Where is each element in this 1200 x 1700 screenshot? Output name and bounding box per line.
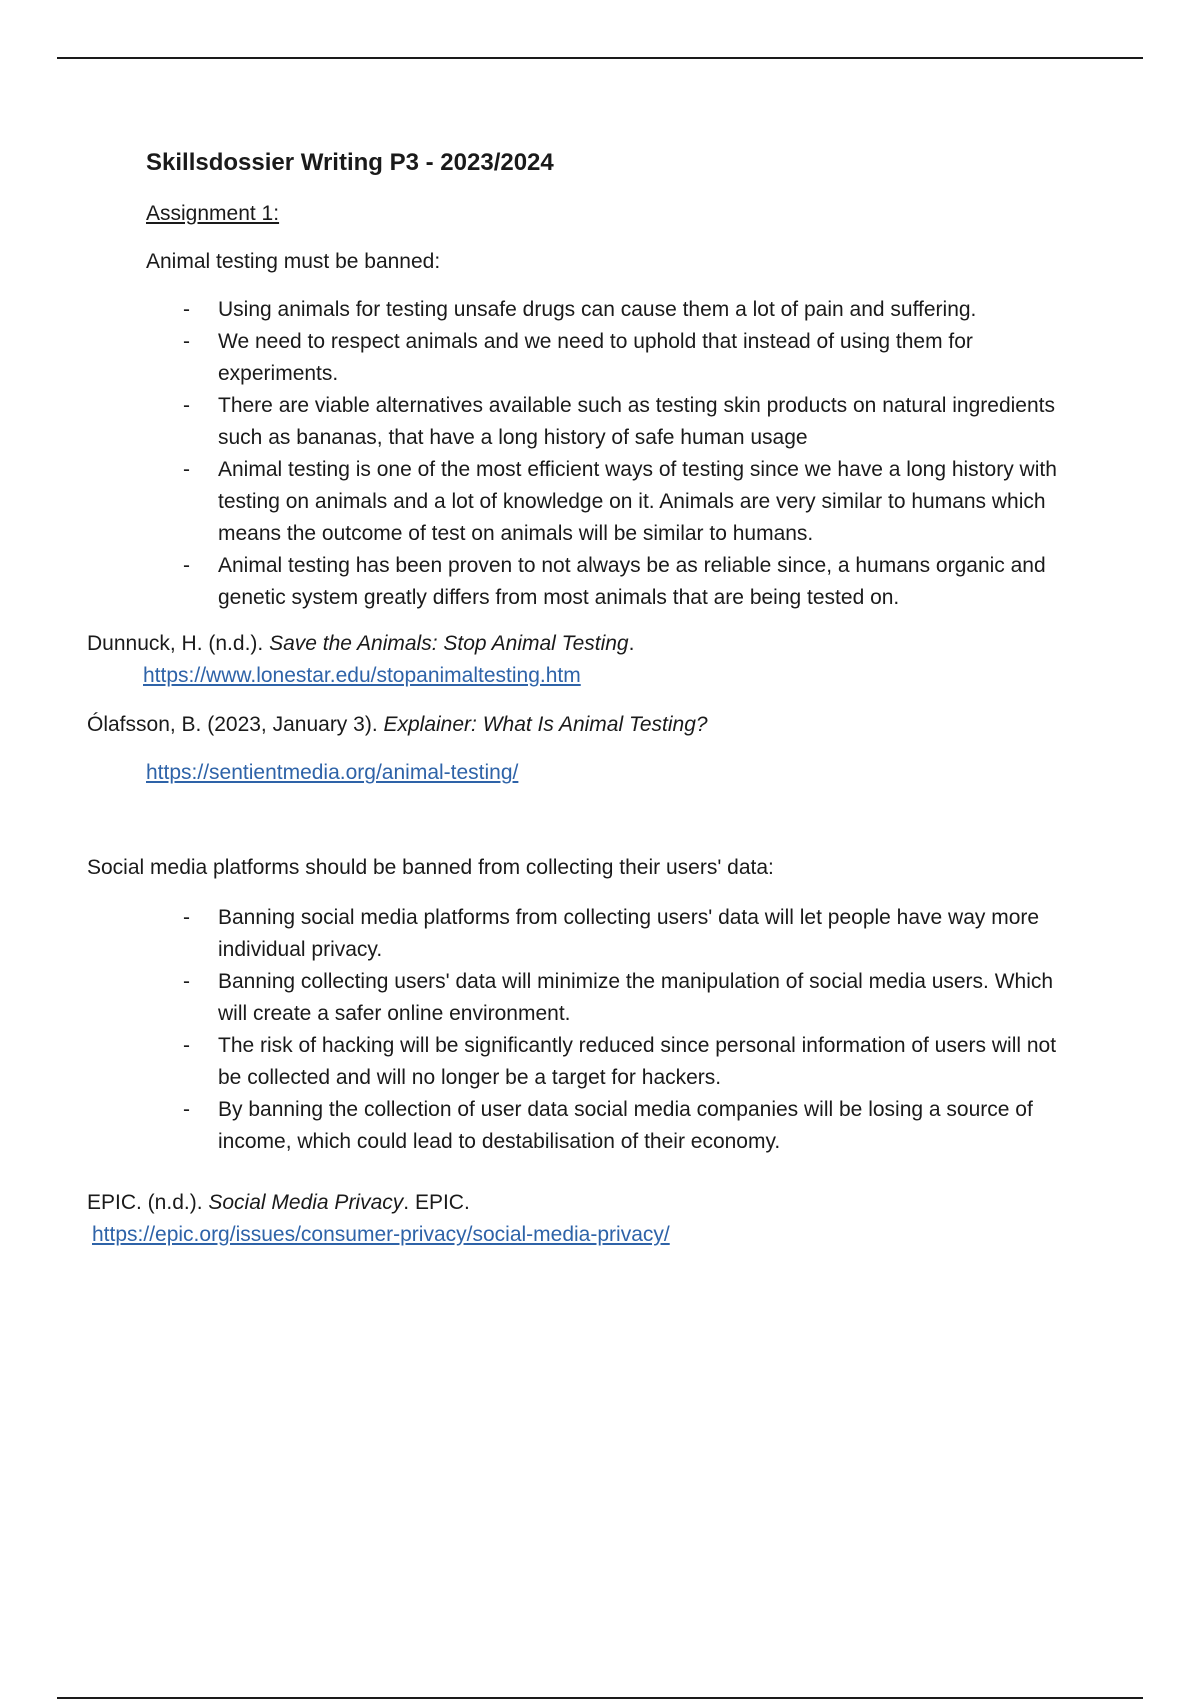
bullet-dash: - — [183, 1034, 190, 1057]
reference-work-title: Social Media Privacy — [208, 1191, 404, 1214]
reference-link[interactable]: https://www.lonestar.edu/stopanimaltesting.htm — [143, 664, 581, 687]
list-item — [183, 1030, 1063, 1094]
bullet-text: Animal testing is one of the most efficient ways of testing since we have a long history with testing on animals and a lot of knowledge on it. Animals are very similar to humans which means the outcome of test on animals will be similar to humans. — [218, 458, 1057, 545]
bullet-dash: - — [183, 298, 190, 321]
bullet-text: Banning collecting users' data will minimize the manipulation of social media users. Which will create a safer online environment. — [218, 970, 1054, 1025]
section-2-bullet-list — [183, 902, 1063, 1158]
reference-suffix: . EPIC. — [403, 1191, 470, 1214]
reference-suffix: . — [628, 632, 635, 655]
bullet-text: The risk of hacking will be significantly reduced since personal information of users will not be collected and will no longer be a target for hackers. — [218, 1034, 1057, 1089]
list-item — [183, 454, 1063, 550]
assignment-label: Assignment 1: — [146, 202, 280, 225]
bullet-text: There are viable alternatives available such as testing skin products on natural ingredients such as bananas, that have a long history of safe human usage — [218, 394, 1055, 449]
reference-author: Ólafsson, B. (2023, January 3). — [87, 713, 384, 736]
bullet-text: By banning the collection of user data social media companies will be losing a source of income, which could lead to destabilisation of their economy. — [218, 1098, 1033, 1153]
section-1-bullet-list — [183, 294, 1063, 614]
list-item — [183, 1094, 1063, 1158]
header-rule — [57, 57, 1143, 59]
bullet-dash: - — [183, 554, 190, 577]
bullet-dash: - — [183, 458, 190, 481]
reference-work-title: Save the Animals: Stop Animal Testing — [269, 632, 629, 655]
reference-citation — [87, 1187, 470, 1219]
list-item — [183, 390, 1063, 454]
reference-link[interactable]: https://epic.org/issues/consumer-privacy/social-media-privacy/ — [92, 1223, 670, 1246]
bullet-dash: - — [183, 906, 190, 929]
footer-rule — [57, 1697, 1143, 1699]
list-item — [183, 902, 1063, 966]
reference-author: Dunnuck, H. (n.d.). — [87, 632, 270, 655]
reference-author: EPIC. (n.d.). — [87, 1191, 209, 1214]
section-1-intro: Animal testing must be banned: — [146, 250, 441, 273]
document-title: Skillsdossier Writing P3 - 2023/2024 — [146, 149, 554, 176]
bullet-text: Banning social media platforms from collecting users' data will let people have way more individual privacy. — [218, 906, 1040, 961]
bullet-text: Using animals for testing unsafe drugs can cause them a lot of pain and suffering. — [218, 298, 977, 321]
bullet-text: We need to respect animals and we need to uphold that instead of using them for experiments. — [218, 330, 973, 385]
bullet-dash: - — [183, 970, 190, 993]
bullet-dash: - — [183, 330, 190, 353]
list-item — [183, 966, 1063, 1030]
reference-citation — [87, 709, 708, 741]
section-2-intro: Social media platforms should be banned from collecting their users' data: — [87, 856, 774, 879]
reference-work-title: Explainer: What Is Animal Testing? — [383, 713, 708, 736]
bullet-dash: - — [183, 1098, 190, 1121]
list-item — [183, 294, 1063, 326]
reference-citation — [87, 628, 634, 660]
list-item — [183, 326, 1063, 390]
list-item — [183, 550, 1063, 614]
bullet-dash: - — [183, 394, 190, 417]
reference-link[interactable]: https://sentientmedia.org/animal-testing/ — [146, 761, 519, 784]
bullet-text: Animal testing has been proven to not always be as reliable since, a humans organic and genetic system greatly differs from most animals that are being tested on. — [218, 554, 1046, 609]
